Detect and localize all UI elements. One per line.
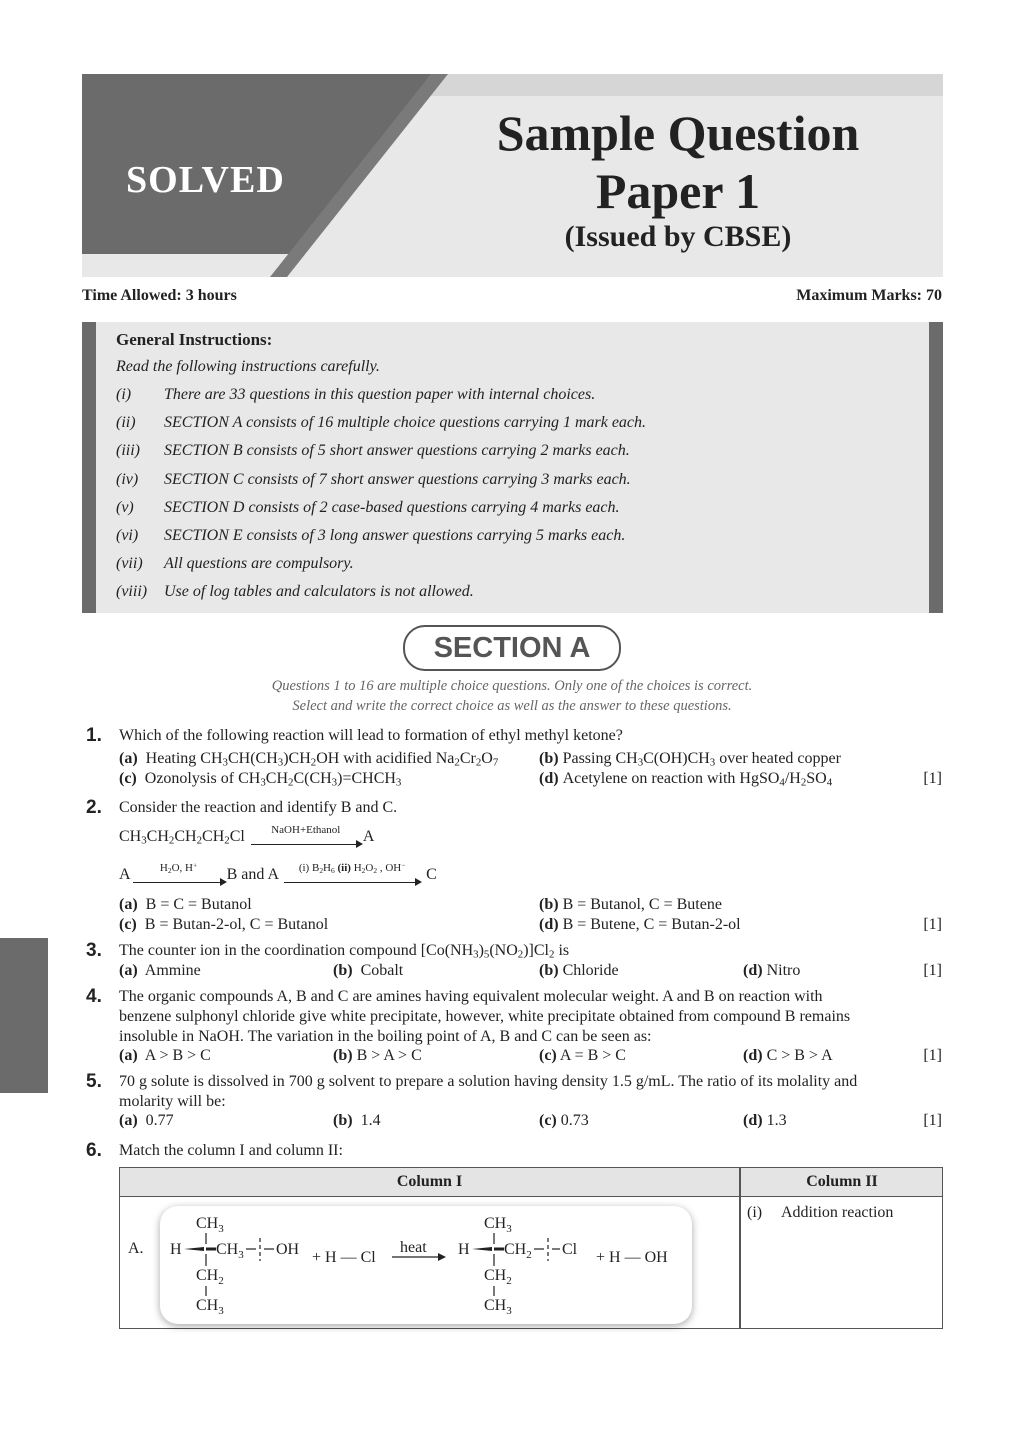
question-4-option-a: (a) A > B > C xyxy=(119,1047,211,1064)
option-text: B = Butanol, C = Butene xyxy=(562,896,722,913)
match-table xyxy=(119,1167,943,1329)
table-column-divider xyxy=(739,1168,741,1328)
item-text: Addition reaction xyxy=(781,1204,894,1221)
cl-group: Cl xyxy=(562,1241,578,1258)
instructions-heading: General Instructions: xyxy=(116,330,273,349)
instruction-text: SECTION D consists of 2 case-based questions carrying 4 marks each. xyxy=(164,498,620,516)
question-1-option-b: (b) Passing $CH_3C(OH)CH_3$ over heated copper xyxy=(539,750,841,769)
option-label: (b) xyxy=(539,750,559,767)
oh-group: OH xyxy=(276,1241,300,1258)
question-3-text: The counter ion in the coordination compound $[Co(NH_3)_5(NO_2)]Cl_2$ is xyxy=(119,942,570,961)
reaction-arrow xyxy=(284,860,420,883)
reagent-label: NaOH+Ethanol xyxy=(271,823,341,836)
instruction-number: (iv) xyxy=(116,470,139,488)
question-5-line-2: molarity will be: xyxy=(119,1093,226,1110)
item-number: (i) xyxy=(747,1204,763,1221)
instruction-item xyxy=(116,527,646,555)
question-5-line-1: 70 g solute is dissolved in 700 g solvent to prepare a solution having density 1.5 g/mL. The ratio of its molality and xyxy=(119,1073,858,1090)
instruction-item xyxy=(116,386,646,414)
question-3-option-c: (b) Chloride xyxy=(539,962,619,979)
option-text: C > B > A xyxy=(766,1047,833,1064)
question-4-line-3: insoluble in NaOH. The variation in the boiling point of A, B and C can be seen as: xyxy=(119,1028,652,1045)
question-6-number: 6. xyxy=(86,1140,102,1161)
h-atom-left: H xyxy=(170,1241,182,1258)
question-4-option-b: (b) B > A > C xyxy=(333,1047,422,1064)
reagent-label: (i) $B_2H_6$ (ii) $H_2O_2$ , OH− xyxy=(298,860,406,875)
instruction-item xyxy=(116,499,646,527)
option-text: B > A > C xyxy=(356,1047,422,1064)
side-thumb-tab xyxy=(0,938,48,1093)
instruction-number: (viii) xyxy=(116,583,148,601)
question-4-number: 4. xyxy=(86,986,102,1007)
question-4-option-c: (c) A = B > C xyxy=(539,1047,626,1064)
question-6-text: Match the column I and column II: xyxy=(119,1142,343,1159)
question-1-number: 1. xyxy=(86,725,102,746)
question-5-option-d: (d) 1.3 xyxy=(743,1112,787,1129)
time-allowed: Time Allowed: 3 hours xyxy=(82,287,237,304)
column-ii-header: Column II xyxy=(806,1173,878,1190)
section-a-title: SECTION A xyxy=(403,625,621,671)
h-atom-right: H xyxy=(458,1241,470,1258)
option-text: Ammine xyxy=(144,962,201,979)
question-2-text: Consider the reaction and identify B and C. xyxy=(119,799,398,816)
title-line-1: Sample Question xyxy=(496,105,860,161)
question-3-number: 3. xyxy=(86,940,102,961)
reagent-text: H xyxy=(159,861,168,874)
reagent-label: $H_2O$, H+ xyxy=(159,860,198,875)
instruction-number: (ii) xyxy=(116,414,136,432)
question-4-line-1: The organic compounds A, B and C are amines having equivalent molecular weight. A and B on reaction with xyxy=(119,988,823,1005)
question-4-marks: [1] xyxy=(923,1047,942,1064)
instructions-list xyxy=(116,386,646,612)
reaction-arrow xyxy=(133,860,225,883)
header-banner xyxy=(82,74,943,277)
question-3-option-b: (b) Cobalt xyxy=(333,962,404,979)
instruction-item xyxy=(116,414,646,442)
question-5-option-c: (c) 0.73 xyxy=(539,1112,589,1129)
option-text: B = C = Butanol xyxy=(145,896,252,913)
instruction-text: Use of log tables and calculators is not allowed. xyxy=(164,583,474,601)
question-5-option-b: (b) 1.4 xyxy=(333,1112,381,1129)
water-product: + H — OH xyxy=(596,1249,668,1266)
option-text: 1.3 xyxy=(766,1112,787,1129)
instruction-text: SECTION A consists of 16 multiple choice questions carrying 1 mark each. xyxy=(164,414,647,432)
question-2-marks: [1] xyxy=(923,916,942,933)
option-text: B = Butan-2-ol, C = Butanol xyxy=(144,916,329,933)
hcl-reagent: + H — Cl xyxy=(312,1249,376,1266)
ch3-bottom-left: $CH_3$ xyxy=(196,1297,224,1317)
ch3-right-left: $CH_3$ xyxy=(216,1241,244,1261)
instructions-intro: Read the following instructions carefully. xyxy=(116,358,380,375)
instruction-number: (iii) xyxy=(116,442,140,460)
question-2-option-d: (d) B = Butene, C = Butan-2-ol xyxy=(539,916,741,933)
option-text: 1.4 xyxy=(360,1112,381,1129)
ch2-right: $CH_2$ xyxy=(484,1267,512,1287)
instruction-number: (vi) xyxy=(116,526,139,544)
question-3-option-a: (a) Ammine xyxy=(119,962,201,979)
instruction-number: (v) xyxy=(116,498,134,516)
instruction-item xyxy=(116,442,646,470)
instructions-right-bar xyxy=(929,322,943,613)
instruction-text: SECTION B consists of 5 short answer questions carrying 2 marks each. xyxy=(164,442,630,460)
question-2-reaction-1: $CH_3CH_2CH_2CH_2Cl$ NaOH+Ethanol A xyxy=(119,823,375,847)
maximum-marks: Maximum Marks: 70 xyxy=(796,287,942,304)
option-text: A = B > C xyxy=(559,1047,626,1064)
option-d-text: Acetylene on reaction with HgSO xyxy=(562,770,780,787)
option-text: 0.73 xyxy=(560,1112,589,1129)
page-subtitle: (Issued by CBSE) xyxy=(564,220,792,253)
general-instructions-box xyxy=(82,322,943,613)
instruction-item xyxy=(116,583,646,611)
question-3-marks: [1] xyxy=(923,962,942,979)
question-2-option-c: (c) B = Butan-2-ol, C = Butanol xyxy=(119,916,329,933)
question-2-option-b: (b) B = Butanol, C = Butene xyxy=(539,896,722,913)
instruction-item xyxy=(116,555,646,583)
ch3-bottom-right: $CH_3$ xyxy=(484,1297,512,1317)
page-title xyxy=(422,104,934,220)
question-1-option-d: (d) Acetylene on reaction with $HgSO_4/H_2SO_4$ xyxy=(539,770,833,789)
instruction-number: (i) xyxy=(116,386,132,403)
heat-label: heat xyxy=(400,1239,427,1256)
row-a-label: A. xyxy=(128,1240,144,1257)
column-ii-item-1 xyxy=(747,1204,893,1222)
section-note-line-2: Select and write the correct choice as well as the answer to these questions. xyxy=(292,698,732,714)
ch2-right-side: $CH_2$ xyxy=(504,1241,532,1261)
instruction-number: (vii) xyxy=(116,555,143,573)
question-1-option-a: (a) Heating $CH_3CH(CH_3)CH_2OH$ with acidified $Na_2Cr_2O_7$ xyxy=(119,750,499,769)
instruction-text: SECTION E consists of 3 long answer questions carrying 5 marks each. xyxy=(164,526,626,544)
option-label: (a) xyxy=(119,750,138,767)
question-5-number: 5. xyxy=(86,1071,102,1092)
ch3-top-left: $CH_3$ xyxy=(196,1215,224,1235)
ch2-left: $CH_2$ xyxy=(196,1267,224,1287)
instructions-left-bar xyxy=(82,322,96,613)
question-5-option-a: (a) 0.77 xyxy=(119,1112,174,1129)
solved-badge: SOLVED xyxy=(126,159,285,201)
question-1-marks: [1] xyxy=(923,770,942,787)
question-2-option-a: (a) B = C = Butanol xyxy=(119,896,252,913)
option-label: (c) xyxy=(119,770,137,787)
question-4-line-2: benzene sulphonyl chloride give white precipitate, however, white precipitate obtained from compound B remains xyxy=(119,1008,851,1025)
option-b-text: Passing CH xyxy=(562,750,638,767)
question-2-number: 2. xyxy=(86,797,102,818)
question-1-option-c: (c) Ozonolysis of $CH_3CH_2C(CH_3)=CHCH_3$ xyxy=(119,770,402,789)
reaction-structure-diagram xyxy=(160,1206,692,1324)
section-note-line-1: Questions 1 to 16 are multiple choice questions. Only one of the choices is correct. xyxy=(271,678,753,694)
instruction-text: There are 33 questions in this question paper with internal choices. xyxy=(164,386,596,403)
option-text: 0.77 xyxy=(145,1112,174,1129)
instruction-text: All questions are compulsory. xyxy=(164,555,354,573)
column-i-header: Column I xyxy=(396,1173,463,1190)
reaction-arrow xyxy=(251,823,361,845)
title-line-2: Paper 1 xyxy=(595,163,761,219)
instruction-item xyxy=(116,471,646,499)
option-text: Cobalt xyxy=(360,962,404,979)
option-text: Chloride xyxy=(562,962,619,979)
option-label: (d) xyxy=(539,770,559,787)
reaction-diagram-card xyxy=(160,1206,692,1324)
question-1-text: Which of the following reaction will lead to formation of ethyl methyl ketone? xyxy=(119,727,623,744)
option-text: Nitro xyxy=(766,962,801,979)
question-4-option-d: (d) C > B > A xyxy=(743,1047,833,1064)
question-2-reaction-2: A $H_2O$, H+ B and A (i) $B_2H_6$ (ii) $H_2O_2$ , OH− C xyxy=(119,860,437,883)
question-5-marks: [1] xyxy=(923,1112,942,1129)
instruction-text: SECTION C consists of 7 short answer questions carrying 3 marks each. xyxy=(164,470,631,488)
ch3-top-right: $CH_3$ xyxy=(484,1215,512,1235)
question-3-option-d: (d) Nitro xyxy=(743,962,801,979)
option-text: A > B > C xyxy=(144,1047,211,1064)
option-text: B = Butene, C = Butan-2-ol xyxy=(562,916,741,933)
